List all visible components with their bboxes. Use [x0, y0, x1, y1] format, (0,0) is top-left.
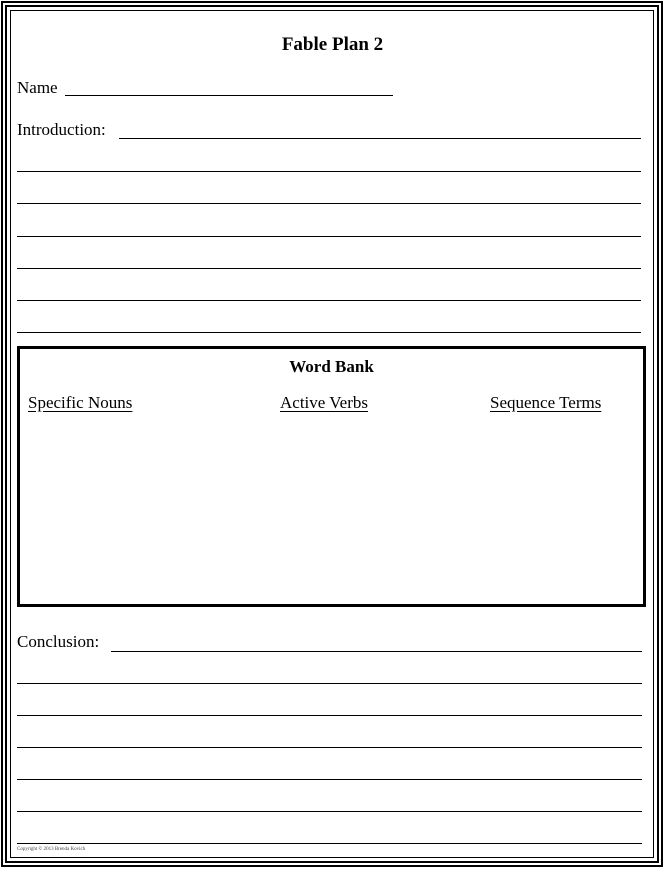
conclusion-line[interactable]	[17, 811, 642, 812]
conclusion-line[interactable]	[17, 683, 642, 684]
name-label: Name	[17, 78, 58, 97]
word-bank-box[interactable]	[17, 346, 646, 607]
introduction-line[interactable]	[17, 236, 641, 237]
conclusion-line[interactable]	[17, 715, 642, 716]
conclusion-line[interactable]	[17, 747, 642, 748]
word-bank-title: Word Bank	[289, 357, 374, 376]
copyright-notice: Copyright © 2013 Brenda Kovich	[17, 847, 86, 852]
introduction-line[interactable]	[17, 300, 641, 301]
conclusion-line[interactable]	[17, 843, 642, 844]
introduction-line[interactable]	[17, 203, 641, 204]
worksheet-title: Fable Plan 2	[281, 34, 384, 55]
conclusion-label: Conclusion:	[17, 632, 100, 651]
conclusion-line[interactable]	[111, 651, 642, 652]
name-line[interactable]	[65, 95, 393, 96]
conclusion-line[interactable]	[17, 779, 642, 780]
introduction-line[interactable]	[17, 268, 641, 269]
word-bank-column-specific-nouns: Specific Nouns	[28, 393, 133, 412]
word-bank-column-sequence-terms: Sequence Terms	[490, 393, 602, 412]
introduction-label: Introduction:	[17, 120, 106, 139]
introduction-line[interactable]	[17, 332, 641, 333]
introduction-line[interactable]	[17, 171, 641, 172]
word-bank-column-active-verbs: Active Verbs	[280, 393, 368, 412]
introduction-line[interactable]	[119, 138, 641, 139]
